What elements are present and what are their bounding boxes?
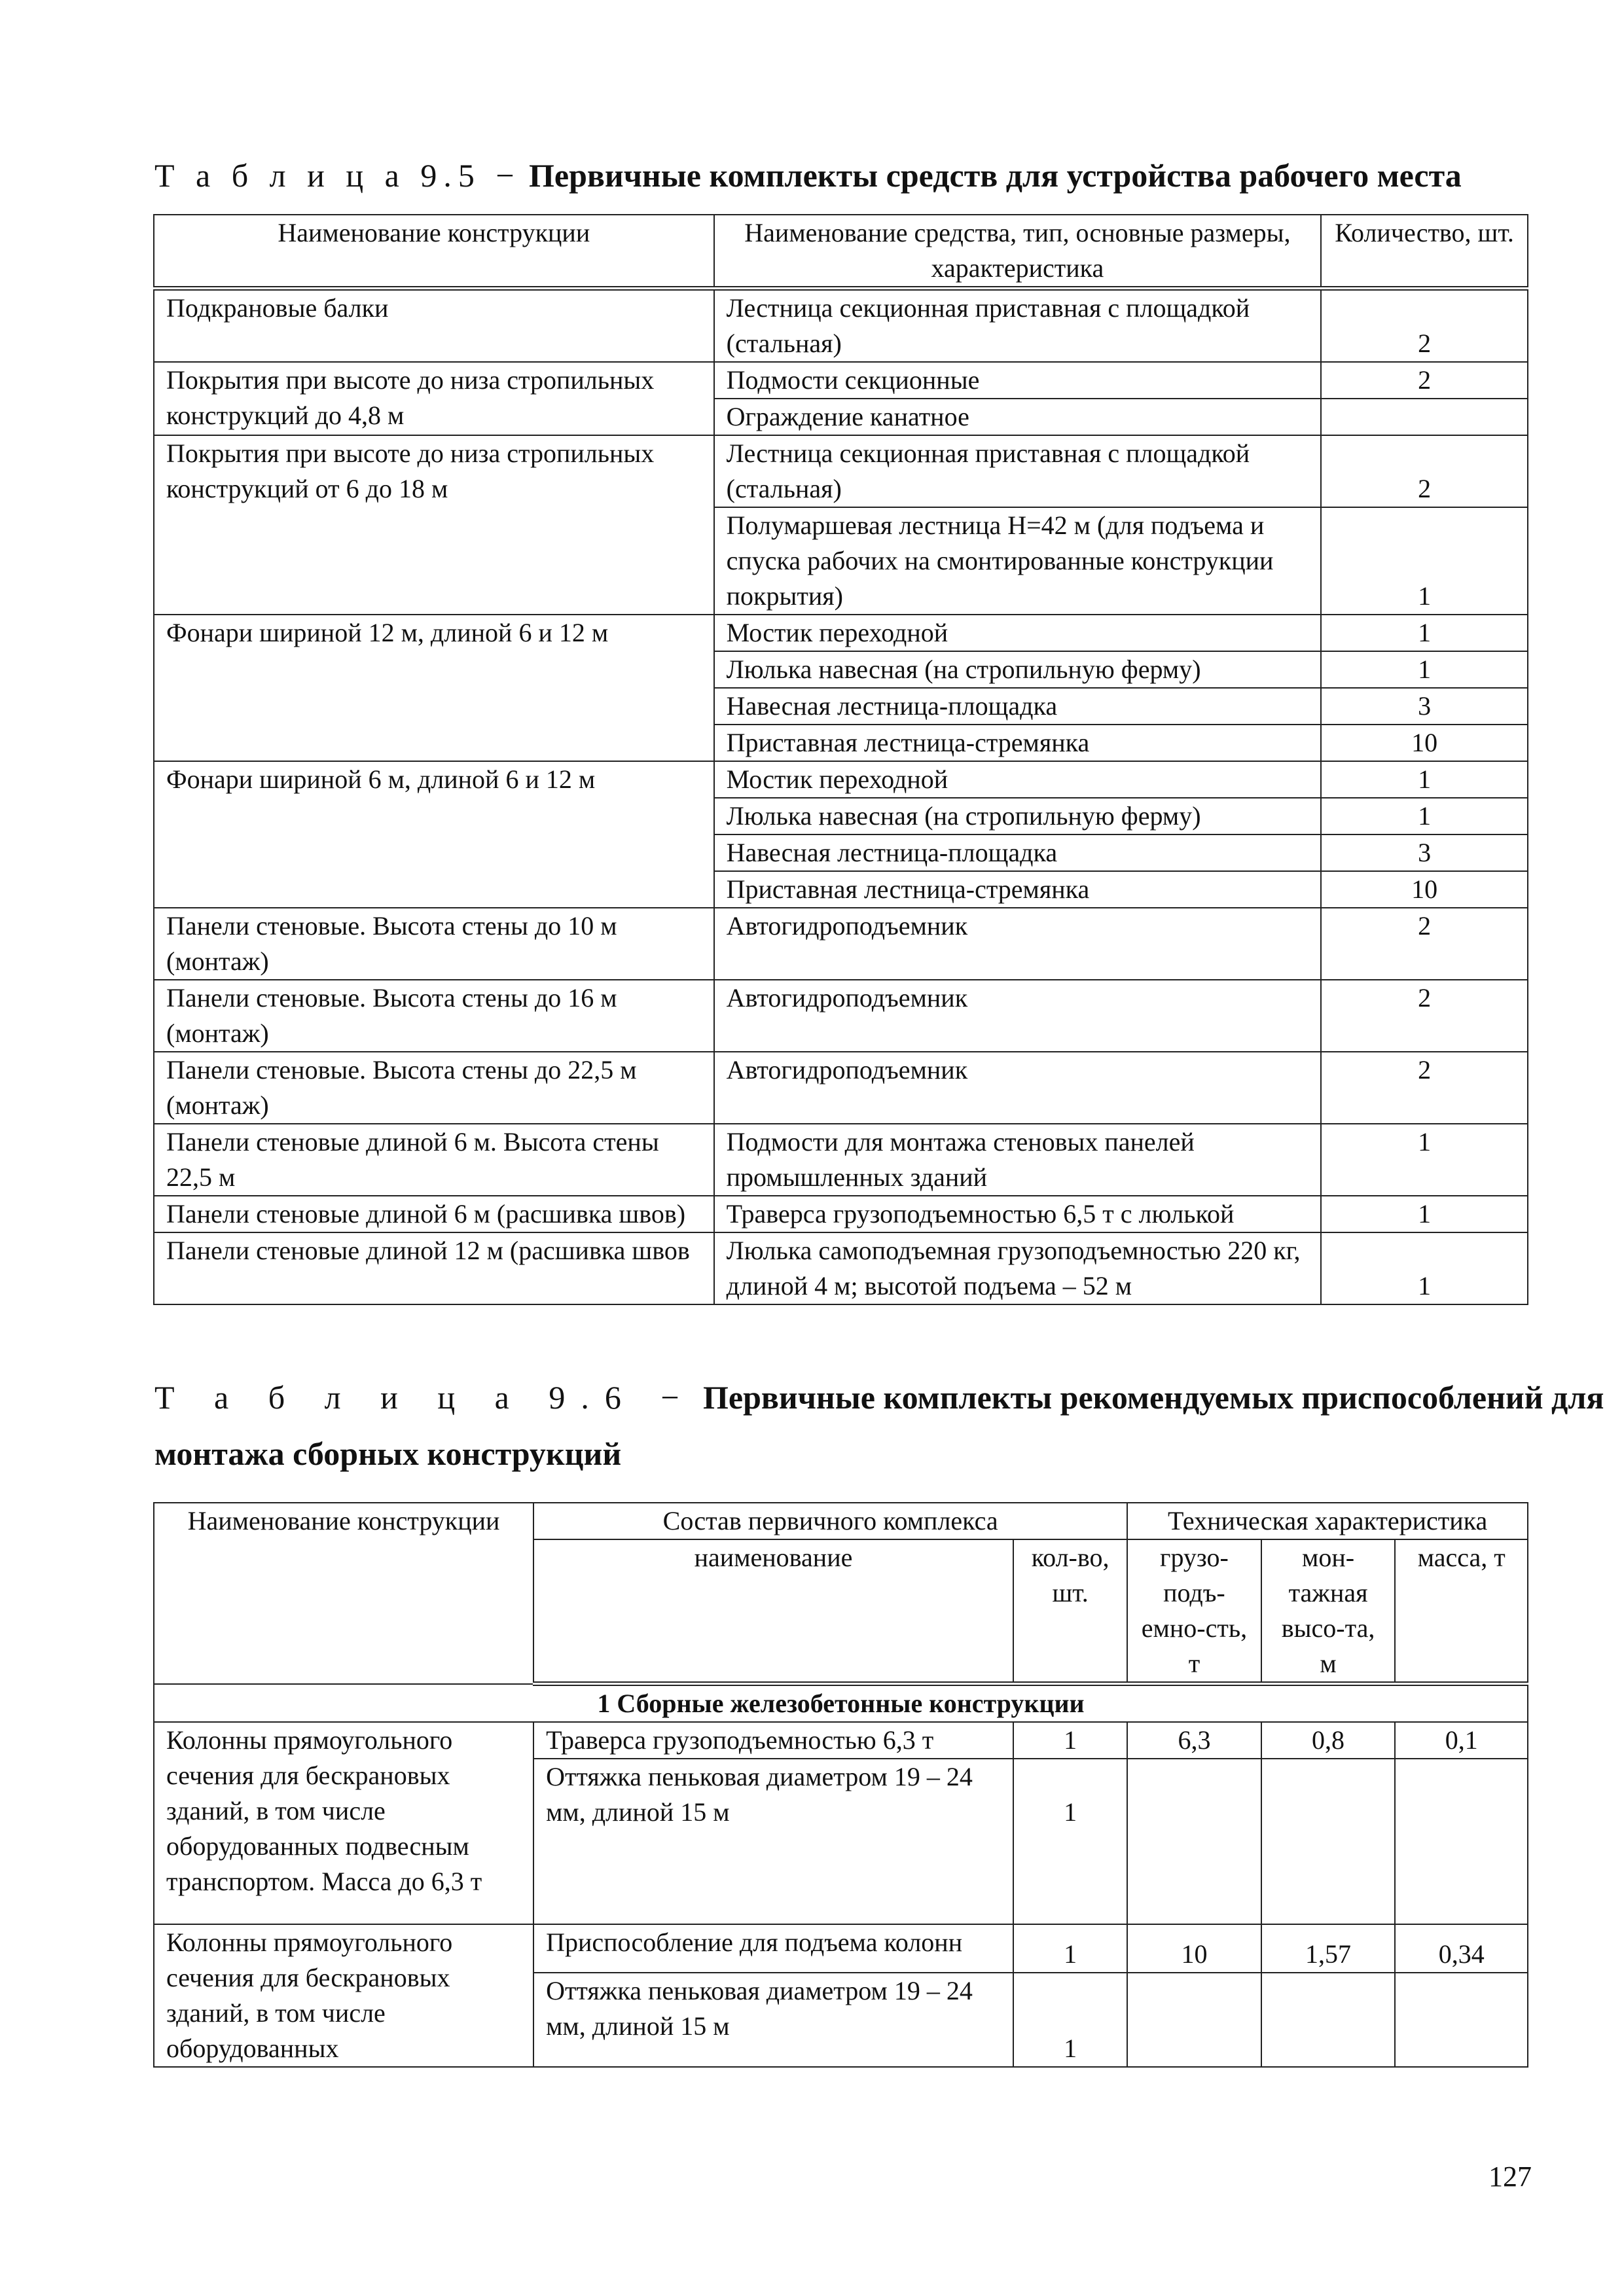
cell-construction: Панели стеновые. Высота стены до 10 м (монтаж) [154, 908, 714, 980]
header-quantity: Количество, шт. [1321, 215, 1528, 289]
cell-tool: Автогидроподъемник [714, 908, 1322, 980]
cell-tool: Навесная лестница-площадка [714, 688, 1322, 725]
table-row [154, 908, 1528, 980]
cell-tool: Приставная лестница-стремянка [714, 871, 1322, 908]
cell-capacity: 6,3 [1127, 1722, 1261, 1759]
caption-prefix: Т а б л и ц а 9.5 − [154, 157, 521, 194]
cell-qty: 3 [1321, 834, 1528, 871]
cell-construction: Фонари шириной 6 м, длиной 6 и 12 м [154, 761, 714, 908]
table-9-5-caption [154, 156, 1462, 195]
cell-tool: Подмости секционные [714, 362, 1322, 399]
section-heading: 1 Сборные железобетонные конструкции [154, 1684, 1528, 1723]
cell-item-name: Траверса грузоподъемностью 6,3 т [533, 1722, 1013, 1759]
subheader-capacity: грузо-подъ-емно-сть, т [1127, 1539, 1261, 1684]
cell-qty: 1 [1321, 761, 1528, 798]
cell-construction: Колонны прямоугольного сечения для бескрановых зданий, в том числе оборудованных подвесным транспортом. Масса до 6,3 т [154, 1722, 533, 1924]
cell-qty: 2 [1321, 435, 1528, 507]
cell-mass: 0,1 [1395, 1722, 1528, 1759]
subheader-mass: масса, т [1395, 1539, 1528, 1684]
cell-qty: 1 [1321, 615, 1528, 651]
cell-qty: 1 [1321, 1124, 1528, 1196]
cell-qty: 1 [1321, 651, 1528, 688]
cell-qty: 2 [1321, 908, 1528, 980]
table-row [154, 1722, 1528, 1759]
header-tool: Наименование средства, тип, основные размеры, характеристика [714, 215, 1322, 289]
caption-prefix: Т а б л и ц а 9.6 − [154, 1379, 695, 1416]
table-row [154, 761, 1528, 798]
cell-qty: 1 [1013, 1924, 1127, 1973]
caption-title: Первичные комплекты средств для устройства рабочего места [529, 157, 1462, 194]
cell-tool: Мостик переходной [714, 615, 1322, 651]
table-row [154, 289, 1528, 363]
cell-capacity [1127, 1759, 1261, 1924]
table-row [154, 615, 1528, 651]
table-row [154, 1924, 1528, 1973]
cell-tool: Ограждение канатное [714, 399, 1322, 435]
cell-item-name: Оттяжка пеньковая диаметром 19 – 24 мм, длиной 15 м [533, 1973, 1013, 2067]
cell-qty: 1 [1321, 507, 1528, 615]
table-row [154, 362, 1528, 399]
cell-construction: Покрытия при высоте до низа стропильных конструкций до 4,8 м [154, 362, 714, 435]
header-construction: Наименование конструкции [154, 1503, 533, 1684]
cell-mass [1395, 1973, 1528, 2067]
cell-tool: Люлька навесная (на стропильную ферму) [714, 798, 1322, 834]
cell-construction: Фонари шириной 12 м, длиной 6 и 12 м [154, 615, 714, 761]
table-row [154, 1052, 1528, 1124]
cell-construction: Панели стеновые длиной 6 м (расшивка швов) [154, 1196, 714, 1232]
table-row [154, 980, 1528, 1052]
subheader-qty: кол-во, шт. [1013, 1539, 1127, 1684]
cell-qty: 10 [1321, 871, 1528, 908]
cell-tool: Полумаршевая лестница Н=42 м (для подъема и спуска рабочих на смонтированные конструкции покрытия) [714, 507, 1322, 615]
cell-tool: Мостик переходной [714, 761, 1322, 798]
table-row [154, 435, 1528, 507]
cell-height: 0,8 [1261, 1722, 1396, 1759]
subheader-name: наименование [533, 1539, 1013, 1684]
cell-qty: 1 [1321, 1232, 1528, 1304]
cell-item-name: Оттяжка пеньковая диаметром 19 – 24 мм, длиной 15 м [533, 1759, 1013, 1924]
table-row [154, 1232, 1528, 1304]
cell-construction: Панели стеновые. Высота стены до 16 м (монтаж) [154, 980, 714, 1052]
table-row [154, 1196, 1528, 1232]
cell-qty: 2 [1321, 980, 1528, 1052]
cell-capacity [1127, 1973, 1261, 2067]
cell-qty: 1 [1321, 798, 1528, 834]
cell-qty: 3 [1321, 688, 1528, 725]
cell-height [1261, 1973, 1396, 2067]
table-9-6 [153, 1502, 1528, 2068]
cell-qty: 10 [1321, 725, 1528, 761]
cell-tool: Подмости для монтажа стеновых панелей промышленных зданий [714, 1124, 1322, 1196]
cell-qty: 2 [1321, 1052, 1528, 1124]
cell-construction: Панели стеновые. Высота стены до 22,5 м (монтаж) [154, 1052, 714, 1124]
header-technical: Техническая характеристика [1127, 1503, 1528, 1539]
table-row [154, 1124, 1528, 1196]
cell-construction: Панели стеновые длиной 6 м. Высота стены 22,5 м [154, 1124, 714, 1196]
cell-height [1261, 1759, 1396, 1924]
caption-title-continued: монтажа сборных конструкций [154, 1435, 622, 1472]
cell-construction: Подкрановые балки [154, 289, 714, 363]
cell-tool: Приставная лестница-стремянка [714, 725, 1322, 761]
cell-tool: Люлька навесная (на стропильную ферму) [714, 651, 1322, 688]
cell-mass [1395, 1759, 1528, 1924]
cell-construction: Покрытия при высоте до низа стропильных конструкций от 6 до 18 м [154, 435, 714, 615]
cell-qty [1321, 399, 1528, 435]
page-number: 127 [1489, 2161, 1532, 2193]
cell-mass: 0,34 [1395, 1924, 1528, 1973]
cell-construction: Панели стеновые длиной 12 м (расшивка швов [154, 1232, 714, 1304]
cell-tool: Автогидроподъемник [714, 980, 1322, 1052]
cell-tool: Автогидроподъемник [714, 1052, 1322, 1124]
cell-tool: Траверса грузоподъемностью 6,5 т с люлькой [714, 1196, 1322, 1232]
cell-tool: Люлька самоподъемная грузоподъемностью 220 кг, длиной 4 м; высотой подъема – 52 м [714, 1232, 1322, 1304]
cell-qty: 1 [1013, 1973, 1127, 2067]
cell-construction: Колонны прямоугольного сечения для бескрановых зданий, в том числе оборудованных [154, 1924, 533, 2067]
cell-qty: 2 [1321, 362, 1528, 399]
cell-tool: Лестница секционная приставная с площадкой (стальная) [714, 289, 1322, 363]
cell-item-name: Приспособление для подъема колонн [533, 1924, 1013, 1973]
caption-title: Первичные комплекты рекомендуемых приспособлений для [703, 1379, 1604, 1416]
header-composition: Состав первичного комплекса [533, 1503, 1127, 1539]
cell-qty: 1 [1013, 1722, 1127, 1759]
header-construction: Наименование конструкции [154, 215, 714, 289]
cell-tool: Лестница секционная приставная с площадкой (стальная) [714, 435, 1322, 507]
cell-qty: 2 [1321, 289, 1528, 363]
table-9-5 [153, 214, 1528, 1305]
cell-capacity: 10 [1127, 1924, 1261, 1973]
cell-qty: 1 [1013, 1759, 1127, 1924]
cell-tool: Навесная лестница-площадка [714, 834, 1322, 871]
subheader-height: мон-тажная высо-та, м [1261, 1539, 1396, 1684]
cell-qty: 1 [1321, 1196, 1528, 1232]
table-9-6-caption [154, 1378, 1604, 1417]
cell-height: 1,57 [1261, 1924, 1396, 1973]
